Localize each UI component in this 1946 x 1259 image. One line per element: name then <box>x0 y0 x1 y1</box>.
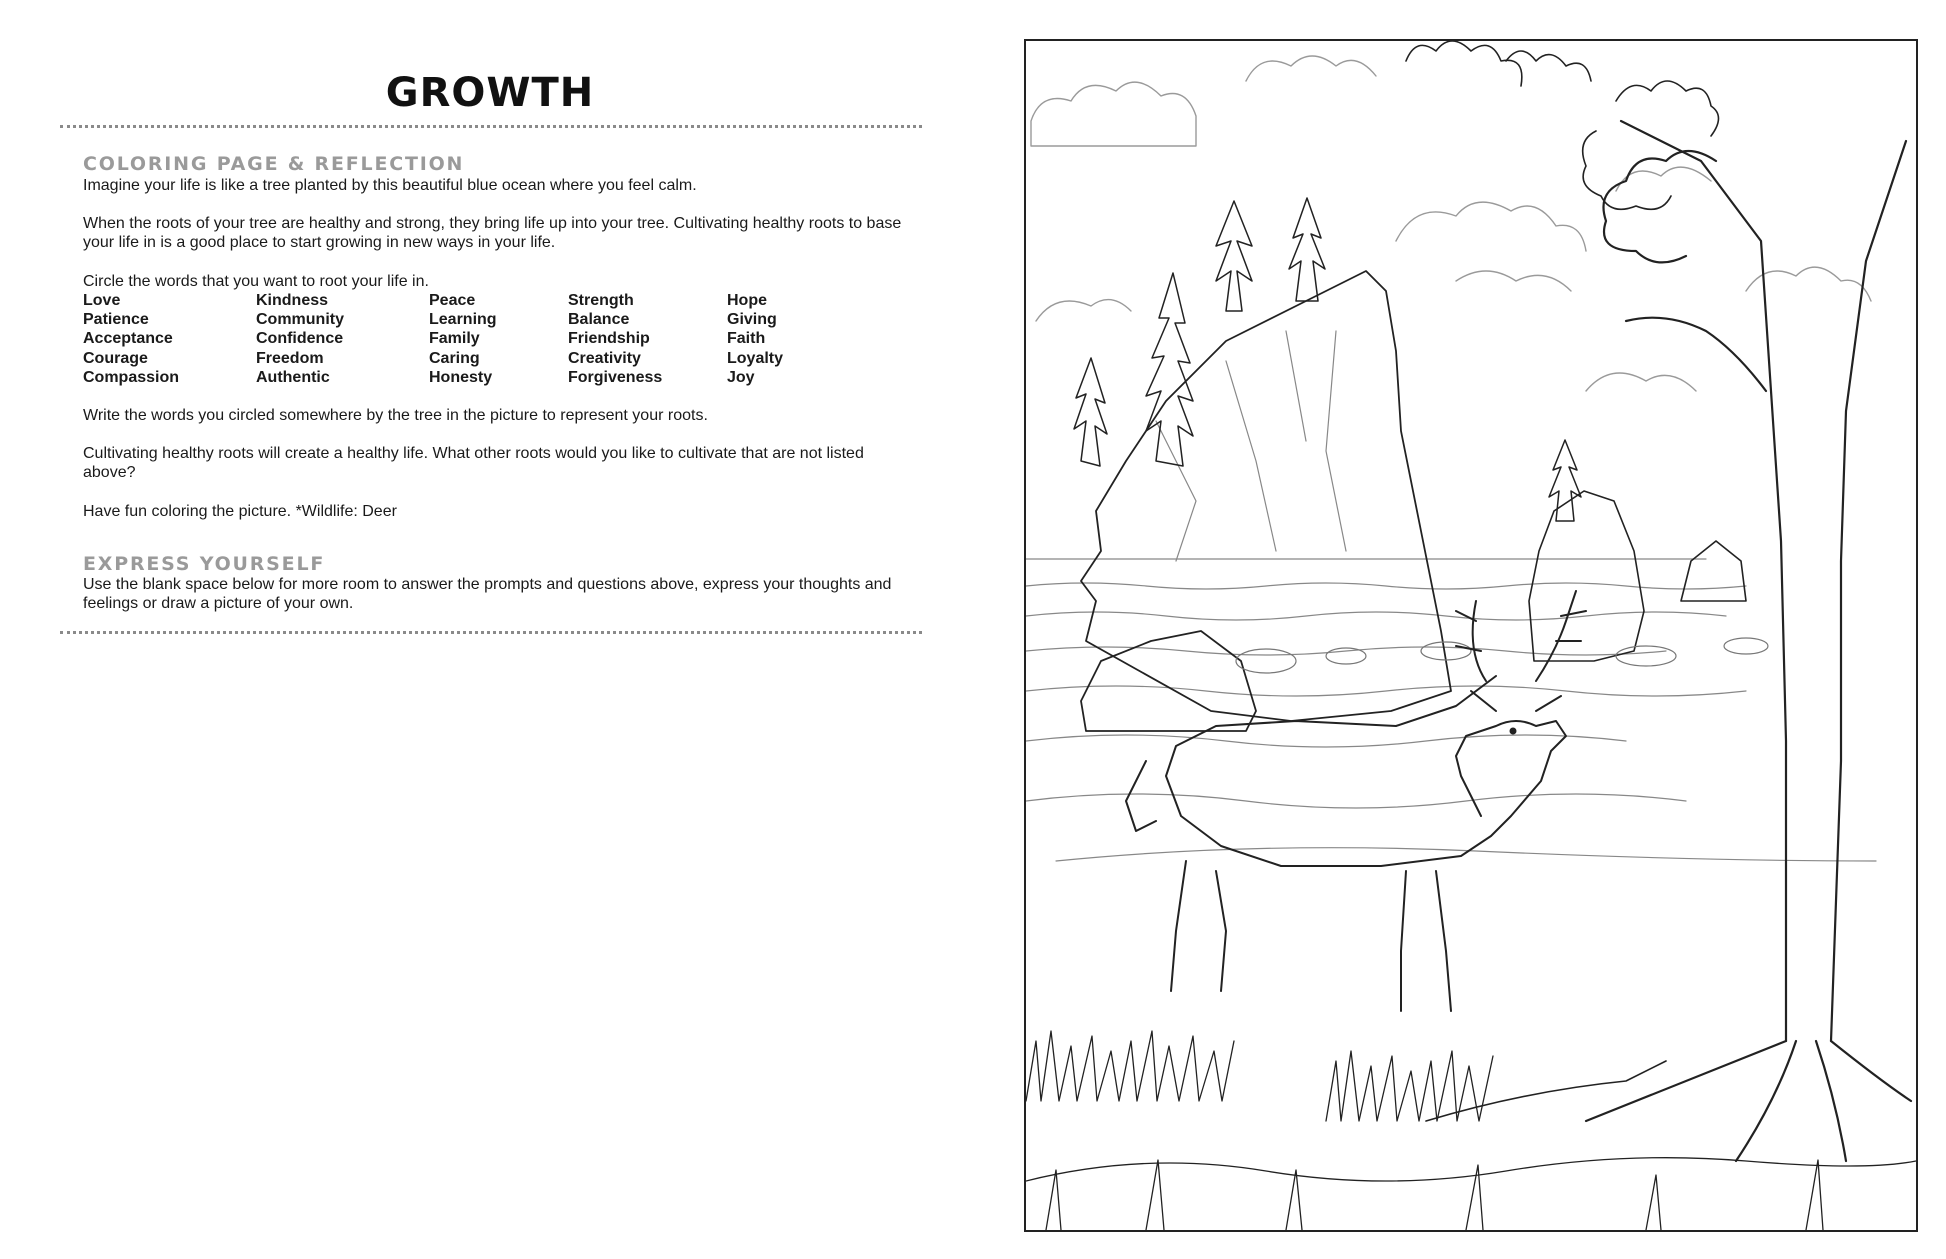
section-heading-express-yourself: EXPRESS YOURSELF <box>83 553 326 575</box>
dotted-divider-bottom <box>60 631 922 634</box>
circle-words-instruction: Circle the words that you want to root your life in. <box>83 273 429 290</box>
intro-paragraph: Imagine your life is like a tree planted by this beautiful blue ocean where you feel calm. <box>83 177 697 194</box>
word-item: Family <box>429 330 480 348</box>
roots-paragraph: When the roots of your tree are healthy and strong, they bring life up into your tree. Cultivating healthy roots to base your life in is a good place to start growing in new ways in your life. <box>83 215 902 251</box>
rocks-illustration <box>1236 638 1768 673</box>
sea-illustration <box>1026 559 1876 861</box>
word-item: Patience <box>83 311 149 329</box>
word-item: Authentic <box>256 368 330 386</box>
word-row <box>83 291 843 310</box>
word-item: Forgiveness <box>568 368 663 386</box>
word-row <box>83 349 843 368</box>
write-words-instruction: Write the words you circled somewhere by the tree in the picture to represent your roots. <box>83 407 708 424</box>
word-item: Freedom <box>256 349 324 367</box>
word-item: Loyalty <box>727 349 784 367</box>
reflection-page <box>0 0 960 1259</box>
word-item: Love <box>83 292 121 309</box>
word-item: Faith <box>727 330 766 348</box>
word-item: Hope <box>727 292 767 309</box>
foliage-illustration <box>1406 41 1719 209</box>
word-item: Balance <box>568 311 630 329</box>
other-roots-question: Cultivating healthy roots will create a healthy life. What other roots would you like to cultivate that are not listed above? <box>83 445 864 481</box>
word-item: Joy <box>727 368 755 386</box>
word-item: Caring <box>429 349 480 367</box>
coloring-illustration <box>1024 39 1918 1232</box>
grass-illustration <box>1026 1031 1916 1230</box>
section-heading-coloring-reflection: COLORING PAGE & REFLECTION <box>83 153 465 175</box>
coloring-note: Have fun coloring the picture. *Wildlife: Deer <box>83 503 397 520</box>
sea-stack-illustration <box>1081 271 1451 731</box>
word-item: Honesty <box>429 368 493 386</box>
express-yourself-text: Use the blank space below for more room to answer the prompts and questions above, express your thoughts and feelings or draw a picture of your own. <box>83 576 892 612</box>
word-item: Courage <box>83 349 148 367</box>
word-item: Acceptance <box>83 330 173 348</box>
word-item: Creativity <box>568 349 641 367</box>
word-grid <box>83 291 843 387</box>
word-item: Strength <box>568 292 634 309</box>
word-item: Giving <box>727 311 777 329</box>
word-item: Compassion <box>83 368 180 386</box>
tree-illustration <box>1426 121 1911 1161</box>
word-item: Learning <box>429 311 497 329</box>
word-row <box>83 329 843 348</box>
dotted-divider-top <box>60 125 922 128</box>
pine-trees-illustration <box>1074 198 1581 521</box>
word-item: Kindness <box>256 292 329 309</box>
word-item: Friendship <box>568 330 650 348</box>
word-row <box>83 310 843 329</box>
page-title: GROWTH <box>385 70 595 116</box>
deer-illustration <box>1126 591 1586 1011</box>
word-item: Confidence <box>256 330 344 348</box>
word-item: Community <box>256 311 344 329</box>
clouds-illustration <box>1031 56 1871 391</box>
word-row <box>83 368 843 387</box>
word-item: Peace <box>429 292 476 309</box>
